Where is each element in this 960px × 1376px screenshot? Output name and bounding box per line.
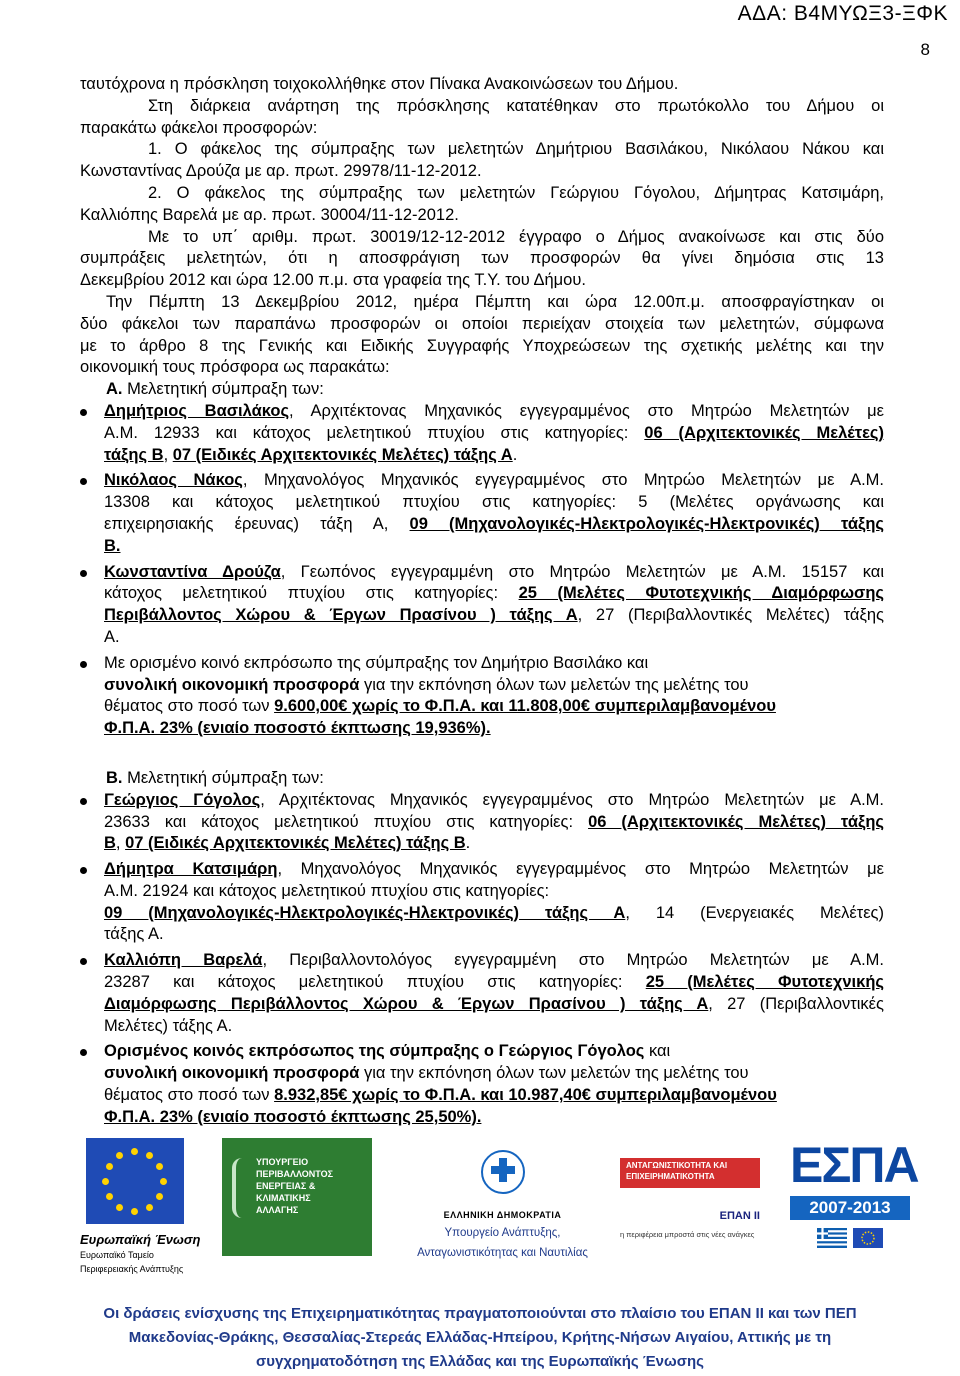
paragraph-line: Στη διάρκεια ανάρτηση της πρόσκλησης κατατέθηκαν στο πρωτόκολλο του Δήμου οι xyxy=(148,96,884,115)
ypeka-line: ΑΛΛΑΓΗΣ xyxy=(256,1205,299,1215)
eu-flag-small-icon xyxy=(853,1228,883,1248)
text: , Μηχανολόγος Μηχανικός εγγεγραμμένος στο Μητρώο Μελετητών με Α.Μ. xyxy=(242,471,884,490)
section-title: Μελετητική σύμπραξη των: xyxy=(122,768,324,787)
person-name: Γεώργιος Γόγολος xyxy=(104,790,261,809)
eu-flag-icon xyxy=(86,1138,184,1224)
paragraph-line: ταυτόχρονα η πρόσκληση τοιχοκολλήθηκε στον Πίνακα Ανακοινώσεων του Δήμου. xyxy=(80,75,679,93)
category: 07 (Ειδικές Αρχιτεκτονικές Μελέτες) τάξης Β xyxy=(125,834,466,853)
bullet-icon xyxy=(80,478,87,485)
paragraph-line: παρακάτω φάκελοι προσφορών: xyxy=(80,118,318,137)
category: Β xyxy=(104,834,116,853)
text: , 27 (Περιβαλλοντικές xyxy=(708,994,884,1013)
page-number: 8 xyxy=(920,40,930,59)
text: 23287 και κάτοχος μελετητικού πτυχίου στις κατηγορίες: xyxy=(104,973,646,992)
bullet-b4 xyxy=(80,1041,884,1128)
text: θέματος στο ποσό των xyxy=(104,697,275,716)
greek-flag-icon xyxy=(817,1228,847,1248)
eu-subtitle: Ευρωπαϊκό Ταμείο xyxy=(80,1250,154,1260)
espa-word: ΕΣΠΑ xyxy=(790,1137,918,1193)
text: . xyxy=(465,834,471,853)
epan-logo xyxy=(620,1158,760,1239)
footer-line: συγχρηματοδότηση της Ελλάδας και της Ευρωπαϊκής Ένωσης xyxy=(256,1353,704,1370)
bold-text: συνολική οικονομική προσφορά xyxy=(104,1064,360,1083)
paragraph-line: Την Πέμπτη 13 Δεκεμβρίου 2012, ημέρα Πέμπτη και ώρα 12.00π.μ. αποσφραγίστηκαν οι xyxy=(106,292,884,311)
bullet-a4 xyxy=(80,653,884,740)
bullet-a2 xyxy=(80,470,884,557)
text: για την εκπόνηση όλων των μελετών της μελέτης του xyxy=(359,1064,749,1083)
bullet-icon xyxy=(80,661,87,668)
person-name: Δημήτριος Βασιλάκος xyxy=(104,401,290,420)
bullet-b1 xyxy=(80,790,884,855)
paragraph-line: δύο φάκελοι των παραπάνω προσφορών οι οποίοι περιείχαν στοιχεία των μελετητών, σύμφωνα xyxy=(80,314,884,333)
text: , Μηχανολόγος Μηχανικός εγγεγραμμένος στο Μητρώο Μελετητών με xyxy=(277,860,884,879)
text: , Γεωπόνος εγγεγραμμένη στο Μητρώο Μελετητών με Α.Μ. 15157 και xyxy=(280,562,884,581)
category: τάξης Β xyxy=(104,445,164,464)
list-item: 1. Ο φάκελος της σύμπραξης των μελετητών Δημήτριου Βασιλάκου, Νικόλαου Νάκου και xyxy=(148,140,884,159)
paragraph-line: συμπράξεις μελετητών, ότι η αποσφράγιση των προσφορών θα γίνει δημόσια στις 13 xyxy=(80,249,884,268)
text: κάτοχος μελετητικού πτυχίου στις κατηγορίες: xyxy=(104,584,519,603)
leaf-icon xyxy=(232,1158,254,1218)
category: 07 (Ειδικές Αρχιτεκτονικές Μελέτες) τάξης Α xyxy=(172,445,513,464)
category: 06 (Αρχιτεκτονικές Μελέτες) τάξης xyxy=(588,812,884,831)
greek-republic-logo xyxy=(415,1140,590,1260)
bold-text: Ορισμένος κοινός εκπρόσωπος της σύμπραξης ο Γεώργιος Γόγολος xyxy=(104,1042,645,1061)
text: Α.Μ. 21924 και κάτοχος μελετητικού πτυχίου στις κατηγορίες: xyxy=(104,881,550,900)
category: 09 (Μηχανολογικές-Ηλεκτρολογικές-Ηλεκτρονικές) τάξης Α xyxy=(104,903,626,922)
text: , 27 (Περιβαλλοντικές Μελέτες) τάξης xyxy=(577,606,884,625)
section-title: Μελετητική σύμπραξη των: xyxy=(122,380,324,399)
bullet-a3 xyxy=(80,562,884,649)
section-b-heading xyxy=(80,768,884,790)
ministry-name: Ανταγωνιστικότητας και Ναυτιλίας xyxy=(417,1247,588,1259)
bullet-a1 xyxy=(80,401,884,466)
person-name: Καλλιόπη Βαρελά xyxy=(104,951,263,970)
list-item-cont: Κωνσταντίνας Δρούζα με αρ. πρωτ. 29978/11-12-2012. xyxy=(80,162,482,181)
ypeka-line: ΠΕΡΙΒΑΛΛΟΝΤΟΣ xyxy=(256,1169,334,1179)
text: , Αρχιτέκτονας Μηχανικός εγγεγραμμένος στο Μητρώο Μελετητών με xyxy=(289,401,885,420)
category: Διαμόρφωσης Περιβάλλοντος Χώρου & Έργων Πρασίνου ) τάξης Α xyxy=(104,994,709,1013)
espa-logo xyxy=(790,1137,918,1248)
amount: Φ.Π.Α. 23% (ενιαίο ποσοστό έκπτωσης 19,936%). xyxy=(104,719,491,738)
eu-title: Ευρωπαϊκή Ένωση xyxy=(80,1232,201,1247)
bullet-icon xyxy=(80,798,87,805)
list-item-cont: Καλλιόπης Βαρελά με αρ. πρωτ. 30004/11-12-2012. xyxy=(80,205,459,224)
epan-bar-text: ΑΝΤΑΓΩΝΙΣΤΙΚΟΤΗΤΑ ΚΑΙ xyxy=(626,1161,728,1170)
person-name: Νικόλαος Νάκος xyxy=(104,471,243,490)
ypeka-line: ΥΠΟΥΡΓΕΙΟ xyxy=(256,1157,309,1167)
text: Α. xyxy=(104,627,120,646)
text: 13308 και κάτοχος μελετητικού πτυχίου στις κατηγορίες: 5 (Μελέτες οργάνωσης και xyxy=(104,493,884,512)
text: για την εκπόνηση όλων των μελετών της μελέτης του xyxy=(359,675,749,694)
person-name: Δήμητρα Κατσιμάρη xyxy=(104,860,278,879)
text: , Αρχιτέκτονας Μηχανικός εγγεγραμμένος στο Μητρώο Μελετητών με Α.Μ. xyxy=(260,790,884,809)
sponsor-logos xyxy=(0,1138,960,1298)
footer-line: Οι δράσεις ενίσχυσης της Επιχειρηματικότητας πραγματοποιούνται στο πλαίσιο του ΕΠΑΝ ΙΙ και των ΠΕΠ xyxy=(103,1305,857,1322)
bullet-icon xyxy=(80,1049,87,1056)
person-name: Κωνσταντίνα Δρούζα xyxy=(104,562,281,581)
bullet-icon xyxy=(80,409,87,416)
section-letter: Β. xyxy=(106,768,123,787)
ypeka-line: ΚΛΙΜΑΤΙΚΗΣ xyxy=(256,1193,311,1203)
text: τάξης Α. xyxy=(104,925,164,944)
bullet-b2 xyxy=(80,859,884,946)
paragraph-line: Με το υπ΄ αριθμ. πρωτ. 30019/12-12-2012 έγγραφο ο Δήμος ανακοίνωσε και στις δύο xyxy=(148,227,884,246)
espa-years: 2007-2013 xyxy=(790,1196,910,1220)
category: Β. xyxy=(104,536,121,555)
text: Μελέτες) τάξης Α. xyxy=(104,1016,233,1035)
bold-text: συνολική οικονομική προσφορά xyxy=(104,675,360,694)
ministry-name: Υπουργείο Ανάπτυξης, xyxy=(444,1227,561,1239)
footer-line: Μακεδονίας-Θράκης, Θεσσαλίας-Στερεάς Ελλάδας-Ηπείρου, Κρήτης-Νήσων Αιγαίου, Αττικής με τη xyxy=(128,1329,832,1346)
epan-label: ΕΠΑΝ II xyxy=(719,1210,760,1222)
text: . xyxy=(512,445,518,464)
bullet-icon xyxy=(80,958,87,965)
eu-subtitle: Περιφερειακής Ανάπτυξης xyxy=(80,1264,184,1274)
text: , xyxy=(115,834,126,853)
section-a-heading xyxy=(80,379,884,401)
eu-logo xyxy=(80,1138,201,1275)
paragraph-line: Δεκεμβρίου 2012 και ώρα 12.00 π.μ. στα γραφεία της Τ.Υ. του Δήμου. xyxy=(80,271,586,290)
text: , 14 (Ενεργειακές Μελέτες) xyxy=(625,903,885,922)
ada-code: ΑΔΑ: Β4ΜΥΩΞ3-ΞΦΚ xyxy=(737,2,948,25)
text: 23633 και κάτοχος μελετητικού πτυχίου στις κατηγορίες: xyxy=(104,812,589,831)
text: επιχειρησιακής έρευνας) τάξη Α, xyxy=(104,514,410,533)
footer xyxy=(0,1302,960,1374)
document-body xyxy=(80,74,884,1129)
category: 06 (Αρχιτεκτονικές Μελέτες) xyxy=(644,423,884,442)
category: 25 (Μελέτες Φυτοτεχνικής Διαμόρφωσης xyxy=(518,584,884,603)
bullet-icon xyxy=(80,570,87,577)
bullet-icon xyxy=(80,867,87,874)
text: Α.Μ. 12933 και κάτοχος μελετητικού πτυχίου στις κατηγορίες: xyxy=(104,423,645,442)
text: θέματος στο ποσό των xyxy=(104,1086,275,1105)
text: , xyxy=(163,445,173,464)
category: 09 (Μηχανολογικές-Ηλεκτρολογικές-Ηλεκτρονικές) τάξης xyxy=(409,514,884,533)
epan-bar-text: ΕΠΙΧΕΙΡΗΜΑΤΙΚΟΤΗΤΑ xyxy=(626,1172,715,1181)
ypeka-line: ΕΝΕΡΓΕΙΑΣ & xyxy=(256,1181,316,1191)
text: , Περιβαλλοντολόγος εγγεγραμμένη στο Μητρώο Μελετητών με Α.Μ. xyxy=(262,951,884,970)
bullet-b3 xyxy=(80,950,884,1037)
greek-republic-title: ΕΛΛΗΝΙΚΗ ΔΗΜΟΚΡΑΤΙΑ xyxy=(443,1210,562,1220)
greek-emblem-icon xyxy=(481,1140,525,1200)
text: και xyxy=(644,1042,671,1061)
paragraph-line: με το άρθρο 8 της Γενικής και Ειδικής Συγγραφής Υποχρεώσεων της σχετικής μελέτης και την xyxy=(80,336,884,355)
section-letter: Α. xyxy=(106,380,123,399)
category: Περιβάλλοντος Χώρου & Έργων Πρασίνου ) τάξης Α xyxy=(104,606,578,625)
ypeka-logo xyxy=(222,1138,372,1256)
amount: 9.600,00€ χωρίς το Φ.Π.Α. και 11.808,00€ συμπεριλαμβανομένου xyxy=(274,697,776,716)
category: 25 (Μελέτες Φυτοτεχνικής xyxy=(645,973,884,992)
text: Με ορισμένο κοινό εκπρόσωπο της σύμπραξης τον Δημήτριο Βασιλάκο και xyxy=(104,653,649,672)
amount: 8.932,85€ χωρίς το Φ.Π.Α. και 10.987,40€ συμπεριλαμβανομένου xyxy=(274,1086,777,1105)
list-item: 2. Ο φάκελος της σύμπραξης των μελετητών Γεώργιου Γόγολου, Δήμητρας Κατσιμάρη, xyxy=(148,183,884,202)
paragraph-line: οικονομική τους πρόσφορα ως παρακάτω: xyxy=(80,358,390,377)
epan-subtitle: η περιφέρεια μπροστά στις νέες ανάγκες xyxy=(620,1230,755,1239)
amount: Φ.Π.Α. 23% (ενιαίο ποσοστό έκπτωσης 25,50%). xyxy=(104,1107,482,1126)
